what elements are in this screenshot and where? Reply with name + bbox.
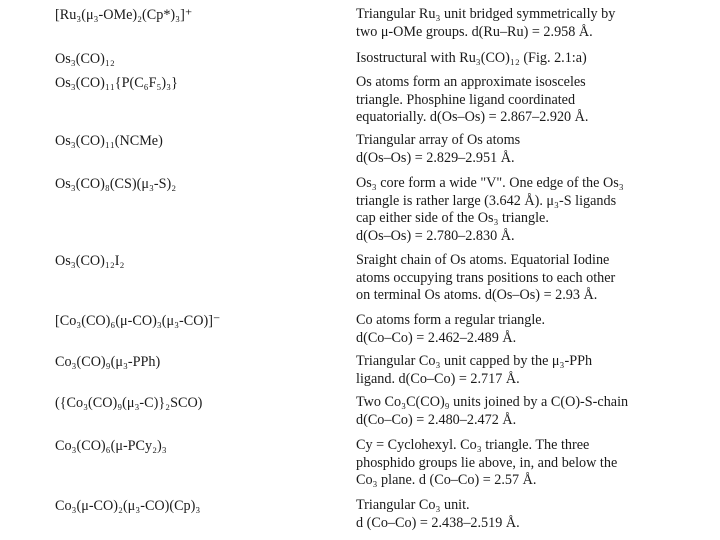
compound-formula: Os₃(CO)₁₂I₂ — [55, 253, 125, 269]
compound-formula: Os₃(CO)₁₁{P(C₆F₅)₃} — [55, 75, 178, 91]
compound-formula: [Ru₃(μ₃-OMe)₂(Cp*)₃]⁺ — [55, 7, 193, 23]
compound-formula: [Co₃(CO)₆(μ-CO)₃(μ₃-CO)]⁻ — [55, 313, 221, 329]
description-line: d (Co–Co) = 2.438–2.519 Å. — [356, 514, 520, 531]
description-line: ligand. d(Co–Co) = 2.717 Å. — [356, 370, 520, 387]
structure-description — [356, 394, 712, 429]
description-line: d(Co–Co) = 2.462–2.489 Å. — [356, 329, 517, 346]
description-line: triangle. Phosphine ligand coordinated — [356, 91, 576, 108]
description-line: Triangular Ru₃ unit bridged symmetrically by — [356, 6, 616, 22]
structure-description — [356, 353, 712, 388]
description-line: two μ-OMe groups. d(Ru–Ru) = 2.958 Å. — [356, 23, 593, 40]
description-line: Triangular array of Os atoms — [356, 132, 521, 148]
description-line: Triangular Co₃ unit. — [356, 497, 470, 513]
structure-description — [356, 132, 712, 167]
compound-formula: Os₃(CO)₁₁(NCMe) — [55, 133, 163, 149]
structure-description — [356, 74, 712, 127]
description-line: atoms occupying trans positions to each other — [356, 269, 616, 286]
description-line: Triangular Co₃ unit capped by the μ₃-PPh — [356, 353, 593, 369]
description-line: on terminal Os atoms. d(Os–Os) = 2.93 Å. — [356, 287, 598, 304]
compound-formula: Co₃(CO)₆(μ-PCy₂)₃ — [55, 438, 167, 454]
description-line: d(Os–Os) = 2.829–2.951 Å. — [356, 149, 515, 166]
compound-formula: Co₃(CO)₉(μ₃-PPh) — [55, 354, 161, 370]
structure-description — [356, 312, 712, 347]
description-line: Sraight chain of Os atoms. Equatorial Iodine — [356, 252, 610, 268]
structure-description — [356, 50, 712, 68]
structure-description — [356, 437, 712, 490]
description-line: d(Co–Co) = 2.480–2.472 Å. — [356, 411, 517, 428]
description-line: d(Os–Os) = 2.780–2.830 Å. — [356, 227, 515, 244]
description-line: equatorially. d(Os–Os) = 2.867–2.920 Å. — [356, 109, 589, 126]
description-line: Isostructural with Ru₃(CO)₁₂ (Fig. 2.1:a) — [356, 50, 587, 66]
description-line: cap either side of the Os₃ triangle. — [356, 210, 549, 227]
compound-formula: Os₃(CO)₈(CS)(μ₃-S)₂ — [55, 176, 177, 192]
structure-description — [356, 175, 712, 245]
description-line: Os₃ core form a wide "V". One edge of the Os₃ — [356, 175, 624, 191]
compound-formula: ({Co₃(CO)₉(μ₃-C)}₂SCO) — [55, 395, 203, 411]
compound-formula: Os₃(CO)₁₂ — [55, 51, 115, 67]
structure-description — [356, 497, 712, 532]
description-line: Co₃ plane. d (Co–Co) = 2.57 Å. — [356, 472, 537, 489]
description-line: Co atoms form a regular triangle. — [356, 312, 546, 328]
description-line: triangle is rather large (3.642 Å). μ₃-S ligands — [356, 192, 617, 209]
description-line: Two Co₃C(CO)₉ units joined by a C(O)-S-chain — [356, 394, 629, 410]
compound-formula: Co₃(μ-CO)₂(μ₃-CO)(Cp)₃ — [55, 498, 201, 514]
description-line: phosphido groups lie above, in, and below the — [356, 454, 618, 471]
description-line: Os atoms form an approximate isosceles — [356, 74, 586, 90]
structure-description — [356, 6, 712, 41]
description-line: Cy = Cyclohexyl. Co₃ triangle. The three — [356, 437, 590, 453]
structure-description — [356, 252, 712, 305]
